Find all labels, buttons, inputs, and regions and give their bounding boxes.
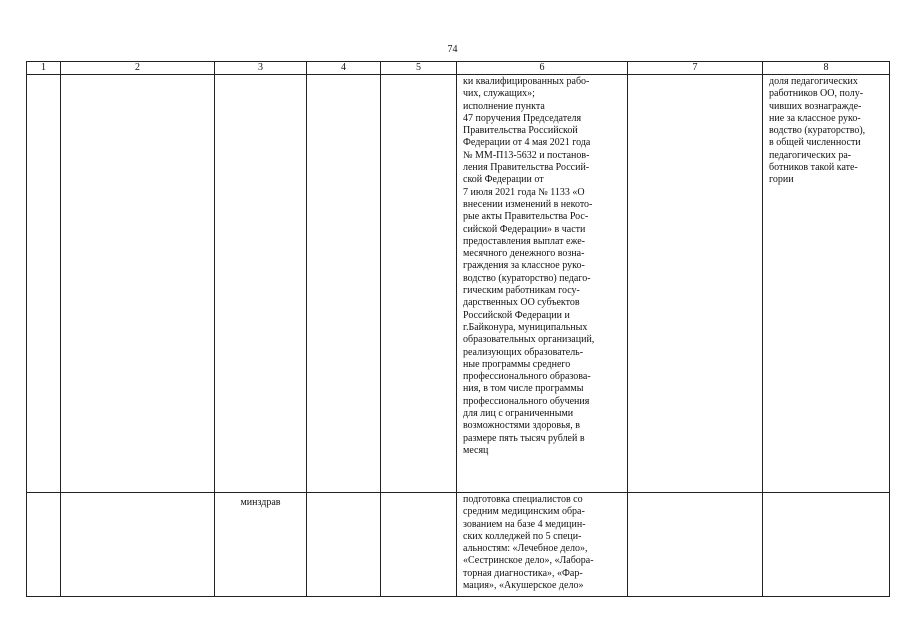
indicator-description: доля педагогических работников ОО, полу- чивших вознагражде- ние за классное руко- водство (кураторство), в общей численности педагогических ра- ботников такой кате- гории bbox=[769, 76, 866, 186]
table-cell-col4 bbox=[307, 75, 381, 493]
page-number: 74 bbox=[447, 44, 458, 55]
table-cell-col4 bbox=[307, 493, 381, 597]
table-cell-measure bbox=[457, 75, 628, 493]
document-table bbox=[26, 61, 890, 597]
column-header-5: 5 bbox=[381, 62, 457, 75]
table-cell-col3 bbox=[215, 75, 307, 493]
table-cell-col7 bbox=[628, 75, 763, 493]
measure-description: ки квалифицированных рабо- чих, служащих»; исполнение пункта 47 поручения Председателя Правительства Российской Федерации от 4 мая 2021 года № ММ-П13-5632 и постанов- ления Правительства Россий- ской Федерации от 7 июля 2021 года № 1133 «О внесении изменений в некото- рые акты Правительства Рос- сийской Федерации» в части предоставления выплат еже- месячного денежного возна- граждения за классное руко- водство (кураторство) педаго- гическим работникам госу- дарственных ОО субъектов Российской Федерации и г.Байконура, муниципальных образовательных организаций, реализующих образователь- ные программы среднего профессионального образова- ния, в том числе программы профессионального обучения для лиц с ограниченными возможностями здоровья, в размере пять тысяч рублей в месяц bbox=[463, 76, 595, 456]
table-row bbox=[27, 75, 890, 493]
table-cell-col5 bbox=[381, 75, 457, 493]
column-header-6: 6 bbox=[457, 62, 628, 75]
table-cell-col7 bbox=[628, 493, 763, 597]
measure-description: подготовка специалистов со средним медицинским обра- зованием на базе 4 медицин- ских колледжей по 5 специ- альностям: «Лечебное дело», «Сестринское дело», «Лабора- торная диагностика», «Фар- мация», «Акушерское дело» bbox=[463, 494, 594, 592]
header-row bbox=[27, 62, 890, 75]
table-cell-col2 bbox=[61, 493, 215, 597]
table-cell-col2 bbox=[61, 75, 215, 493]
table-row bbox=[27, 493, 890, 597]
table-cell-col8 bbox=[763, 493, 890, 597]
column-header-8: 8 bbox=[763, 62, 890, 75]
column-header-3: 3 bbox=[215, 62, 307, 75]
column-header-4: 4 bbox=[307, 62, 381, 75]
responsible-agency: минздрав bbox=[240, 497, 281, 508]
table-cell-col1 bbox=[27, 75, 61, 493]
column-header-2: 2 bbox=[61, 62, 215, 75]
column-header-7: 7 bbox=[628, 62, 763, 75]
table-cell-measure bbox=[457, 493, 628, 597]
table-cell-indicator bbox=[763, 75, 890, 493]
table-cell-agency bbox=[215, 493, 307, 597]
table-cell-col1 bbox=[27, 493, 61, 597]
table-cell-col5 bbox=[381, 493, 457, 597]
column-header-1: 1 bbox=[27, 62, 61, 75]
